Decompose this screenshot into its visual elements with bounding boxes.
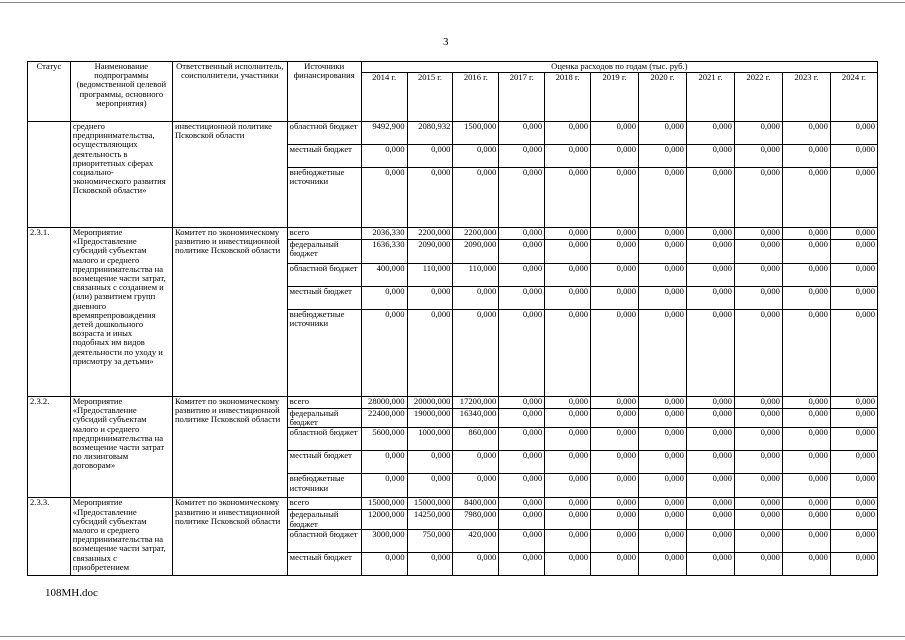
amount-cell: 0,000 [734, 474, 782, 498]
row-responsible: Комитет по экономическому развитию и инвестиционной политике Псковской области [172, 498, 287, 575]
amount-cell: 0,000 [639, 451, 687, 474]
amount-cell: 0,000 [830, 451, 877, 474]
header-year: 2017 г. [499, 73, 545, 122]
amount-cell: 0,000 [361, 287, 407, 310]
amount-cell: 22400,000 [361, 409, 407, 428]
amount-cell: 0,000 [782, 529, 830, 552]
amount-cell: 0,000 [545, 122, 591, 145]
amount-cell: 1500,000 [453, 122, 499, 145]
amount-cell: 0,000 [453, 474, 499, 498]
amount-cell: 0,000 [830, 122, 877, 145]
amount-cell: 0,000 [407, 310, 453, 397]
amount-cell: 1000,000 [407, 428, 453, 451]
amount-cell: 0,000 [686, 552, 734, 575]
amount-cell: 16340,000 [453, 409, 499, 428]
amount-cell: 0,000 [639, 168, 687, 228]
amount-cell: 0,000 [782, 474, 830, 498]
amount-cell: 0,000 [782, 397, 830, 409]
amount-cell: 0,000 [453, 168, 499, 228]
amount-cell: 0,000 [734, 240, 782, 264]
amount-cell: 0,000 [545, 228, 591, 240]
amount-cell: 0,000 [407, 451, 453, 474]
funding-source: всего [287, 498, 361, 510]
amount-cell: 0,000 [734, 397, 782, 409]
row-activity-name: Мероприятие «Предоставление субсидий субъектам малого и среднего предпринимательства на возмещение части затрат, связанных с приобретением [70, 498, 172, 575]
amount-cell: 0,000 [591, 529, 639, 552]
amount-cell: 0,000 [545, 145, 591, 168]
funding-source: федеральный бюджет [287, 409, 361, 428]
table-row [28, 228, 878, 240]
table-row [28, 397, 878, 409]
amount-cell: 0,000 [591, 552, 639, 575]
amount-cell: 0,000 [361, 474, 407, 498]
header-status: Статус [28, 62, 71, 122]
amount-cell: 5600,000 [361, 428, 407, 451]
amount-cell: 0,000 [591, 287, 639, 310]
funding-source: областной бюджет [287, 264, 361, 287]
budget-table [27, 61, 878, 576]
amount-cell: 0,000 [782, 264, 830, 287]
amount-cell: 15000,000 [361, 498, 407, 510]
amount-cell: 14250,000 [407, 510, 453, 529]
amount-cell: 0,000 [499, 498, 545, 510]
amount-cell: 0,000 [639, 228, 687, 240]
amount-cell: 0,000 [830, 145, 877, 168]
page-number: 3 [443, 36, 449, 48]
row-status-code [28, 122, 71, 228]
funding-source: местный бюджет [287, 145, 361, 168]
amount-cell: 0,000 [591, 451, 639, 474]
amount-cell: 0,000 [407, 474, 453, 498]
amount-cell: 2080,932 [407, 122, 453, 145]
amount-cell: 0,000 [639, 145, 687, 168]
amount-cell: 0,000 [830, 552, 877, 575]
amount-cell: 0,000 [782, 287, 830, 310]
amount-cell: 420,000 [453, 529, 499, 552]
scan-edge-bottom [0, 636, 905, 637]
header-sources: Источники финансирования [287, 62, 361, 122]
amount-cell: 17200,000 [453, 397, 499, 409]
amount-cell: 0,000 [686, 529, 734, 552]
amount-cell: 110,000 [453, 264, 499, 287]
funding-source: местный бюджет [287, 451, 361, 474]
row-status-code: 2.3.2. [28, 397, 71, 498]
row-responsible: инвестиционной политике Псковской области [172, 122, 287, 228]
funding-source: областной бюджет [287, 122, 361, 145]
funding-source: местный бюджет [287, 552, 361, 575]
footer-file-name: 108МН.doc [45, 587, 98, 599]
amount-cell: 3000,000 [361, 529, 407, 552]
amount-cell: 0,000 [734, 310, 782, 397]
amount-cell: 0,000 [830, 228, 877, 240]
row-activity-name: Мероприятие «Предоставление субсидий субъектам малого и среднего предпринимательства на возмещение части затрат по лизинговым договорам» [70, 397, 172, 498]
amount-cell: 0,000 [499, 529, 545, 552]
amount-cell: 0,000 [545, 264, 591, 287]
amount-cell: 0,000 [639, 264, 687, 287]
amount-cell: 0,000 [545, 240, 591, 264]
amount-cell: 0,000 [734, 287, 782, 310]
amount-cell: 0,000 [686, 510, 734, 529]
amount-cell: 0,000 [686, 428, 734, 451]
amount-cell: 0,000 [830, 287, 877, 310]
amount-cell: 0,000 [591, 122, 639, 145]
amount-cell: 0,000 [591, 409, 639, 428]
amount-cell: 0,000 [639, 409, 687, 428]
amount-cell: 12000,000 [361, 510, 407, 529]
amount-cell: 0,000 [734, 451, 782, 474]
amount-cell: 0,000 [734, 428, 782, 451]
amount-cell: 0,000 [499, 122, 545, 145]
funding-source: внебюджетные источники [287, 310, 361, 397]
amount-cell: 0,000 [830, 397, 877, 409]
amount-cell: 9492,900 [361, 122, 407, 145]
amount-cell: 0,000 [453, 145, 499, 168]
row-status-code: 2.3.1. [28, 228, 71, 397]
amount-cell: 0,000 [686, 287, 734, 310]
amount-cell: 0,000 [545, 510, 591, 529]
amount-cell: 0,000 [639, 397, 687, 409]
amount-cell: 20000,000 [407, 397, 453, 409]
amount-cell: 7980,000 [453, 510, 499, 529]
amount-cell: 0,000 [361, 552, 407, 575]
amount-cell: 0,000 [499, 168, 545, 228]
funding-source: всего [287, 228, 361, 240]
amount-cell: 0,000 [686, 264, 734, 287]
amount-cell: 0,000 [639, 122, 687, 145]
amount-cell: 0,000 [734, 409, 782, 428]
amount-cell: 0,000 [734, 122, 782, 145]
amount-cell: 0,000 [830, 310, 877, 397]
funding-source: внебюджетные источники [287, 168, 361, 228]
amount-cell: 0,000 [545, 451, 591, 474]
amount-cell: 0,000 [686, 310, 734, 397]
amount-cell: 0,000 [453, 552, 499, 575]
amount-cell: 0,000 [407, 287, 453, 310]
table-row [28, 498, 878, 510]
amount-cell: 0,000 [734, 264, 782, 287]
amount-cell: 0,000 [453, 310, 499, 397]
amount-cell: 0,000 [545, 397, 591, 409]
amount-cell: 0,000 [499, 228, 545, 240]
row-responsible: Комитет по экономическому развитию и инвестиционной политике Псковской области [172, 397, 287, 498]
amount-cell: 8400,000 [453, 498, 499, 510]
amount-cell: 0,000 [639, 428, 687, 451]
amount-cell: 0,000 [591, 228, 639, 240]
amount-cell: 0,000 [639, 510, 687, 529]
amount-cell: 2090,000 [407, 240, 453, 264]
amount-cell: 0,000 [499, 510, 545, 529]
amount-cell: 400,000 [361, 264, 407, 287]
amount-cell: 0,000 [361, 310, 407, 397]
amount-cell: 0,000 [545, 310, 591, 397]
amount-cell: 2200,000 [407, 228, 453, 240]
amount-cell: 0,000 [830, 264, 877, 287]
amount-cell: 0,000 [499, 409, 545, 428]
amount-cell: 0,000 [591, 510, 639, 529]
amount-cell: 0,000 [591, 240, 639, 264]
table-body [28, 122, 878, 576]
amount-cell: 0,000 [734, 552, 782, 575]
table-row [28, 122, 878, 145]
amount-cell: 0,000 [830, 240, 877, 264]
amount-cell: 0,000 [639, 240, 687, 264]
funding-source: федеральный бюджет [287, 510, 361, 529]
amount-cell: 0,000 [686, 145, 734, 168]
row-activity-name: Мероприятие «Предоставление субсидий субъектам малого и среднего предпринимательства на возмещение части затрат, связанных с созданием и (или) развитием групп дневного времяпрепровождения детей дошкольного возраста и иных подобных им видов деятельности по уходу и присмотру за детьми» [70, 228, 172, 397]
amount-cell: 0,000 [782, 240, 830, 264]
amount-cell: 0,000 [591, 168, 639, 228]
funding-source: местный бюджет [287, 287, 361, 310]
amount-cell: 0,000 [639, 310, 687, 397]
amount-cell: 0,000 [830, 498, 877, 510]
amount-cell: 0,000 [734, 145, 782, 168]
header-year: 2014 г. [361, 73, 407, 122]
amount-cell: 0,000 [499, 145, 545, 168]
amount-cell: 0,000 [499, 397, 545, 409]
amount-cell: 0,000 [591, 145, 639, 168]
header-year: 2016 г. [453, 73, 499, 122]
amount-cell: 0,000 [734, 498, 782, 510]
amount-cell: 0,000 [734, 529, 782, 552]
funding-source: внебюджетные источники [287, 474, 361, 498]
amount-cell: 0,000 [545, 409, 591, 428]
amount-cell: 0,000 [639, 498, 687, 510]
amount-cell: 0,000 [453, 287, 499, 310]
funding-source: областной бюджет [287, 428, 361, 451]
amount-cell: 0,000 [782, 428, 830, 451]
table-header [28, 62, 878, 122]
amount-cell: 0,000 [499, 552, 545, 575]
amount-cell: 0,000 [830, 529, 877, 552]
amount-cell: 0,000 [407, 168, 453, 228]
amount-cell: 28000,000 [361, 397, 407, 409]
amount-cell: 0,000 [545, 428, 591, 451]
header-year: 2024 г. [830, 73, 877, 122]
amount-cell: 0,000 [453, 451, 499, 474]
amount-cell: 0,000 [361, 168, 407, 228]
funding-source: областной бюджет [287, 529, 361, 552]
row-responsible: Комитет по экономическому развитию и инвестиционной политике Псковской области [172, 228, 287, 397]
amount-cell: 15000,000 [407, 498, 453, 510]
amount-cell: 0,000 [830, 474, 877, 498]
amount-cell: 0,000 [782, 510, 830, 529]
amount-cell: 0,000 [499, 264, 545, 287]
amount-cell: 0,000 [686, 498, 734, 510]
amount-cell: 0,000 [686, 168, 734, 228]
amount-cell: 0,000 [591, 264, 639, 287]
amount-cell: 0,000 [686, 474, 734, 498]
amount-cell: 0,000 [734, 510, 782, 529]
amount-cell: 0,000 [591, 498, 639, 510]
amount-cell: 0,000 [407, 552, 453, 575]
amount-cell: 0,000 [782, 310, 830, 397]
amount-cell: 0,000 [499, 474, 545, 498]
amount-cell: 0,000 [407, 145, 453, 168]
header-name: Наименование подпрограммы (ведомственной целевой программы, основного мероприятия) [70, 62, 172, 122]
amount-cell: 0,000 [782, 498, 830, 510]
header-year: 2018 г. [545, 73, 591, 122]
amount-cell: 0,000 [686, 451, 734, 474]
amount-cell: 0,000 [782, 168, 830, 228]
amount-cell: 2090,000 [453, 240, 499, 264]
amount-cell: 0,000 [639, 474, 687, 498]
amount-cell: 0,000 [782, 122, 830, 145]
header-year: 2019 г. [591, 73, 639, 122]
scan-edge-top [0, 2, 905, 3]
amount-cell: 0,000 [361, 145, 407, 168]
amount-cell: 0,000 [639, 287, 687, 310]
amount-cell: 0,000 [361, 451, 407, 474]
amount-cell: 0,000 [782, 451, 830, 474]
amount-cell: 0,000 [782, 145, 830, 168]
amount-cell: 0,000 [782, 552, 830, 575]
amount-cell: 0,000 [639, 552, 687, 575]
row-activity-name: среднего предпринимательства, осуществляющих деятельность в приоритетных сферах социально-экономического развития Псковской области» [70, 122, 172, 228]
amount-cell: 0,000 [639, 529, 687, 552]
header-year: 2023 г. [782, 73, 830, 122]
amount-cell: 2200,000 [453, 228, 499, 240]
amount-cell: 0,000 [686, 228, 734, 240]
amount-cell: 0,000 [545, 552, 591, 575]
header-year: 2015 г. [407, 73, 453, 122]
amount-cell: 0,000 [686, 409, 734, 428]
funding-source: федеральный бюджет [287, 240, 361, 264]
amount-cell: 0,000 [545, 168, 591, 228]
amount-cell: 0,000 [686, 240, 734, 264]
amount-cell: 0,000 [545, 474, 591, 498]
header-estimate: Оценка расходов по годам (тыс. руб.) [361, 62, 877, 73]
header-responsible: Ответственный исполнитель, соисполнители, участники [172, 62, 287, 122]
amount-cell: 0,000 [734, 168, 782, 228]
amount-cell: 0,000 [782, 228, 830, 240]
amount-cell: 0,000 [545, 498, 591, 510]
amount-cell: 0,000 [591, 428, 639, 451]
amount-cell: 0,000 [499, 287, 545, 310]
amount-cell: 0,000 [830, 428, 877, 451]
header-year: 2021 г. [686, 73, 734, 122]
amount-cell: 0,000 [686, 397, 734, 409]
amount-cell: 0,000 [499, 451, 545, 474]
amount-cell: 0,000 [830, 168, 877, 228]
amount-cell: 19000,000 [407, 409, 453, 428]
amount-cell: 0,000 [545, 287, 591, 310]
amount-cell: 0,000 [545, 529, 591, 552]
amount-cell: 0,000 [591, 474, 639, 498]
header-year: 2020 г. [639, 73, 687, 122]
amount-cell: 0,000 [734, 228, 782, 240]
amount-cell: 750,000 [407, 529, 453, 552]
amount-cell: 0,000 [830, 409, 877, 428]
amount-cell: 0,000 [499, 310, 545, 397]
amount-cell: 0,000 [686, 122, 734, 145]
amount-cell: 0,000 [782, 409, 830, 428]
funding-source: всего [287, 397, 361, 409]
amount-cell: 0,000 [830, 510, 877, 529]
header-year: 2022 г. [734, 73, 782, 122]
amount-cell: 860,000 [453, 428, 499, 451]
amount-cell: 110,000 [407, 264, 453, 287]
amount-cell: 2036,330 [361, 228, 407, 240]
amount-cell: 1636,330 [361, 240, 407, 264]
amount-cell: 0,000 [499, 240, 545, 264]
amount-cell: 0,000 [591, 310, 639, 397]
row-status-code: 2.3.3. [28, 498, 71, 575]
amount-cell: 0,000 [591, 397, 639, 409]
amount-cell: 0,000 [499, 428, 545, 451]
